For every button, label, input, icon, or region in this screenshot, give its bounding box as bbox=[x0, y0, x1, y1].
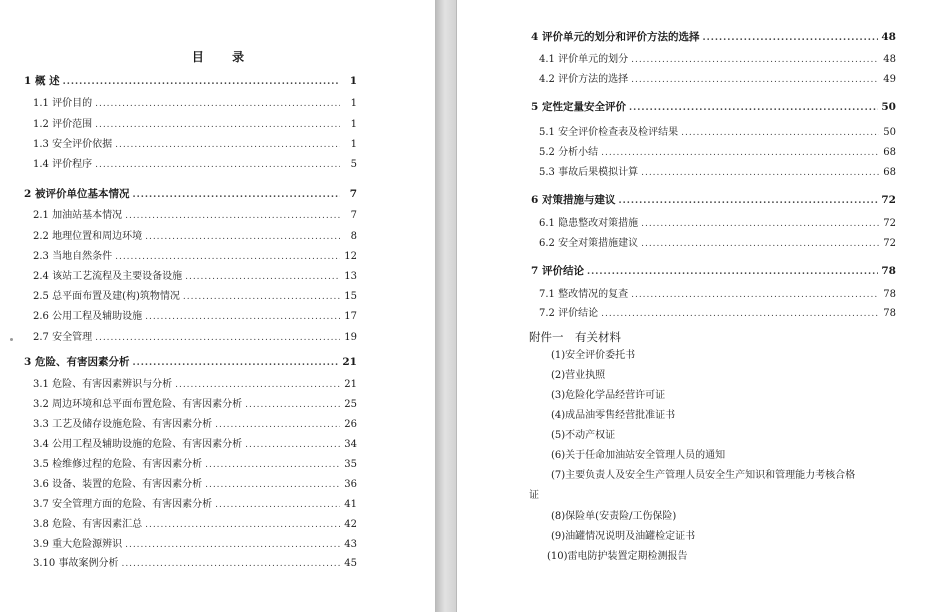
toc-leader-dots bbox=[601, 145, 879, 161]
toc-section-entry bbox=[539, 287, 896, 303]
toc-entry-page-number: 48 bbox=[883, 54, 896, 65]
toc-leader-dots bbox=[631, 287, 879, 303]
toc-leader-dots bbox=[618, 193, 878, 209]
toc-leader-dots bbox=[629, 100, 878, 116]
toc-entry-label: 2.2 地理位置和周边环境 bbox=[33, 231, 143, 242]
annex-item: (7)主要负责人及安全生产管理人员安全生产知识和管理能力考核合格 bbox=[551, 470, 856, 481]
toc-entry-page-number: 34 bbox=[344, 439, 357, 450]
toc-entry-page-number: 50 bbox=[883, 127, 896, 138]
toc-entry-label: 4.2 评价方法的选择 bbox=[539, 74, 629, 85]
toc-entry-page-number: 19 bbox=[344, 332, 357, 343]
toc-chapter-entry bbox=[531, 99, 896, 115]
toc-entry-page-number: 13 bbox=[344, 271, 357, 282]
toc-section-entry bbox=[539, 145, 896, 161]
margin-mark bbox=[10, 338, 13, 341]
toc-leader-dots bbox=[95, 117, 340, 133]
toc-leader-dots bbox=[641, 236, 879, 252]
toc-entry-label: 7.1 整改情况的复查 bbox=[539, 289, 629, 300]
toc-section-entry bbox=[33, 417, 357, 433]
toc-chapter-entry bbox=[24, 186, 357, 202]
toc-entry-page-number: 26 bbox=[344, 419, 357, 430]
toc-entry-label: 3.2 周边环境和总平面布置危险、有害因素分析 bbox=[33, 399, 243, 410]
toc-entry-page-number: 72 bbox=[883, 238, 896, 249]
toc-leader-dots bbox=[145, 517, 340, 533]
toc-title: 目 录 bbox=[191, 50, 257, 64]
toc-entry-label: 3.4 公用工程及辅助设施的危险、有害因素分析 bbox=[33, 439, 243, 450]
toc-entry-page-number: 48 bbox=[881, 31, 896, 43]
toc-entry-page-number: 1 bbox=[350, 139, 357, 150]
toc-section-entry bbox=[33, 269, 357, 285]
toc-entry-page-number: 15 bbox=[344, 291, 357, 302]
toc-entry-label: 3.6 设备、装置的危险、有害因素分析 bbox=[33, 479, 203, 490]
toc-section-entry bbox=[33, 437, 357, 453]
toc-entry-label: 1 概 述 bbox=[24, 75, 60, 87]
toc-leader-dots bbox=[245, 437, 340, 453]
toc-leader-dots bbox=[121, 556, 340, 572]
toc-entry-page-number: 8 bbox=[350, 231, 357, 242]
toc-entry-page-number: 25 bbox=[344, 399, 357, 410]
toc-leader-dots bbox=[95, 96, 340, 112]
toc-entry-label: 7 评价结论 bbox=[531, 265, 584, 277]
toc-entry-page-number: 72 bbox=[881, 194, 896, 206]
toc-chapter-entry bbox=[531, 29, 896, 45]
toc-leader-dots bbox=[587, 264, 878, 280]
toc-entry-label: 3.5 检维修过程的危险、有害因素分析 bbox=[33, 459, 203, 470]
toc-leader-dots bbox=[95, 330, 340, 346]
toc-section-entry bbox=[33, 208, 357, 224]
toc-section-entry bbox=[33, 157, 357, 173]
toc-leader-dots bbox=[641, 165, 879, 181]
toc-section-entry bbox=[539, 216, 896, 232]
annex-item: (1)安全评价委托书 bbox=[551, 350, 636, 361]
toc-section-entry bbox=[33, 330, 357, 346]
toc-entry-label: 1.1 评价目的 bbox=[33, 98, 93, 109]
toc-entry-page-number: 1 bbox=[349, 75, 357, 87]
left-page bbox=[0, 0, 436, 612]
toc-entry-label: 2 被评价单位基本情况 bbox=[24, 188, 130, 200]
toc-entry-page-number: 17 bbox=[344, 311, 357, 322]
toc-leader-dots bbox=[125, 208, 340, 224]
toc-leader-dots bbox=[681, 125, 879, 141]
toc-leader-dots bbox=[183, 289, 340, 305]
toc-leader-dots bbox=[245, 397, 340, 413]
toc-entry-label: 2.4 该站工艺流程及主要设备设施 bbox=[33, 271, 183, 282]
toc-entry-label: 7.2 评价结论 bbox=[539, 308, 599, 319]
toc-entry-label: 2.6 公用工程及辅助设施 bbox=[33, 311, 143, 322]
toc-leader-dots bbox=[205, 457, 340, 473]
toc-entry-page-number: 41 bbox=[344, 499, 357, 510]
toc-entry-page-number: 45 bbox=[344, 558, 357, 569]
toc-section-entry bbox=[539, 236, 896, 252]
toc-leader-dots bbox=[641, 216, 879, 232]
toc-leader-dots bbox=[132, 187, 340, 203]
toc-leader-dots bbox=[95, 157, 340, 173]
toc-entry-label: 3.10 事故案例分析 bbox=[33, 558, 119, 569]
annex-item: (2)营业执照 bbox=[551, 370, 606, 381]
toc-section-entry bbox=[33, 377, 357, 393]
toc-entry-page-number: 68 bbox=[883, 147, 896, 158]
toc-entry-page-number: 7 bbox=[349, 188, 357, 200]
toc-entry-label: 3.9 重大危险源辨识 bbox=[33, 539, 123, 550]
annex-item: (9)油罐情况说明及油罐检定证书 bbox=[551, 531, 696, 542]
toc-leader-dots bbox=[175, 377, 340, 393]
toc-leader-dots bbox=[132, 355, 339, 371]
toc-entry-label: 1.2 评价范围 bbox=[33, 119, 93, 130]
toc-chapter-entry bbox=[531, 263, 896, 279]
toc-leader-dots bbox=[115, 249, 340, 265]
toc-entry-label: 2.7 安全管理 bbox=[33, 332, 93, 343]
annex-item-continuation: 证 bbox=[529, 490, 539, 501]
toc-entry-label: 2.5 总平面布置及建(构)筑物情况 bbox=[33, 291, 180, 302]
annex-item: (5)不动产权证 bbox=[551, 430, 616, 441]
toc-leader-dots bbox=[702, 30, 878, 46]
toc-chapter-entry bbox=[24, 73, 357, 89]
toc-entry-label: 2.3 当地自然条件 bbox=[33, 251, 113, 262]
toc-entry-page-number: 50 bbox=[881, 101, 896, 113]
toc-leader-dots bbox=[63, 74, 340, 90]
toc-section-entry bbox=[33, 457, 357, 473]
toc-entry-page-number: 5 bbox=[350, 159, 357, 170]
toc-entry-label: 3 危险、有害因素分析 bbox=[24, 356, 130, 368]
toc-section-entry bbox=[33, 289, 357, 305]
toc-entry-page-number: 78 bbox=[881, 265, 896, 277]
annex-item: (4)成品油零售经营批准证书 bbox=[551, 410, 676, 421]
toc-entry-page-number: 12 bbox=[344, 251, 357, 262]
toc-entry-label: 1.4 评价程序 bbox=[33, 159, 93, 170]
toc-section-entry bbox=[33, 556, 357, 572]
toc-entry-page-number: 21 bbox=[342, 356, 357, 368]
toc-section-entry bbox=[539, 125, 896, 141]
annex-item: (8)保险单(安责险/工伤保险) bbox=[551, 511, 677, 522]
annex-heading: 附件一 有关材料 bbox=[529, 330, 621, 344]
toc-section-entry bbox=[33, 309, 357, 325]
toc-leader-dots bbox=[215, 497, 340, 513]
toc-section-entry bbox=[33, 397, 357, 413]
annex-item: (3)危险化学品经营许可证 bbox=[551, 390, 666, 401]
toc-entry-page-number: 43 bbox=[344, 539, 357, 550]
toc-leader-dots bbox=[631, 72, 879, 88]
toc-leader-dots bbox=[185, 269, 340, 285]
toc-section-entry bbox=[33, 477, 357, 493]
toc-entry-label: 2.1 加油站基本情况 bbox=[33, 210, 123, 221]
toc-leader-dots bbox=[215, 417, 340, 433]
toc-entry-label: 3.1 危险、有害因素辨识与分析 bbox=[33, 379, 173, 390]
toc-entry-label: 5.1 安全评价检查表及检评结果 bbox=[539, 127, 679, 138]
toc-entry-page-number: 1 bbox=[350, 98, 357, 109]
toc-entry-page-number: 72 bbox=[883, 218, 896, 229]
toc-entry-page-number: 36 bbox=[344, 479, 357, 490]
toc-entry-label: 4 评价单元的划分和评价方法的选择 bbox=[531, 31, 700, 43]
toc-entry-label: 1.3 安全评价依据 bbox=[33, 139, 113, 150]
toc-section-entry bbox=[33, 117, 357, 133]
toc-entry-label: 6.1 隐患整改对策措施 bbox=[539, 218, 639, 229]
toc-entry-page-number: 21 bbox=[344, 379, 357, 390]
toc-section-entry bbox=[539, 72, 896, 88]
toc-leader-dots bbox=[145, 309, 340, 325]
toc-section-entry bbox=[33, 497, 357, 513]
toc-section-entry bbox=[33, 517, 357, 533]
toc-entry-page-number: 1 bbox=[350, 119, 357, 130]
annex-item: (10)雷电防护装置定期检测报告 bbox=[547, 551, 688, 562]
toc-leader-dots bbox=[125, 537, 340, 553]
toc-entry-page-number: 78 bbox=[883, 289, 896, 300]
page-gutter bbox=[436, 0, 456, 612]
toc-entry-label: 3.3 工艺及储存设施危险、有害因素分析 bbox=[33, 419, 213, 430]
toc-entry-label: 3.7 安全管理方面的危险、有害因素分析 bbox=[33, 499, 213, 510]
toc-entry-page-number: 7 bbox=[350, 210, 357, 221]
toc-chapter-entry bbox=[531, 192, 896, 208]
toc-entry-label: 6.2 安全对策措施建议 bbox=[539, 238, 639, 249]
toc-leader-dots bbox=[115, 137, 340, 153]
toc-section-entry bbox=[33, 137, 357, 153]
toc-entry-label: 4.1 评价单元的划分 bbox=[539, 54, 629, 65]
toc-leader-dots bbox=[631, 52, 879, 68]
toc-entry-label: 5 定性定量安全评价 bbox=[531, 101, 626, 113]
toc-entry-page-number: 49 bbox=[883, 74, 896, 85]
annex-item: (6)关于任命加油站安全管理人员的通知 bbox=[551, 450, 726, 461]
toc-entry-page-number: 78 bbox=[883, 308, 896, 319]
toc-leader-dots bbox=[601, 306, 879, 322]
toc-section-entry bbox=[33, 229, 357, 245]
toc-entry-page-number: 68 bbox=[883, 167, 896, 178]
toc-section-entry bbox=[33, 537, 357, 553]
toc-leader-dots bbox=[145, 229, 340, 245]
toc-section-entry bbox=[539, 52, 896, 68]
toc-section-entry bbox=[539, 165, 896, 181]
toc-entry-label: 3.8 危险、有害因素汇总 bbox=[33, 519, 143, 530]
toc-entry-page-number: 42 bbox=[344, 519, 357, 530]
toc-entry-page-number: 35 bbox=[344, 459, 357, 470]
toc-section-entry bbox=[33, 96, 357, 112]
toc-entry-label: 5.2 分析小结 bbox=[539, 147, 599, 158]
toc-entry-label: 5.3 事故后果模拟计算 bbox=[539, 167, 639, 178]
right-page bbox=[456, 0, 933, 612]
toc-entry-label: 6 对策措施与建议 bbox=[531, 194, 616, 206]
toc-chapter-entry bbox=[24, 354, 357, 370]
toc-section-entry bbox=[539, 306, 896, 322]
toc-leader-dots bbox=[205, 477, 340, 493]
toc-section-entry bbox=[33, 249, 357, 265]
